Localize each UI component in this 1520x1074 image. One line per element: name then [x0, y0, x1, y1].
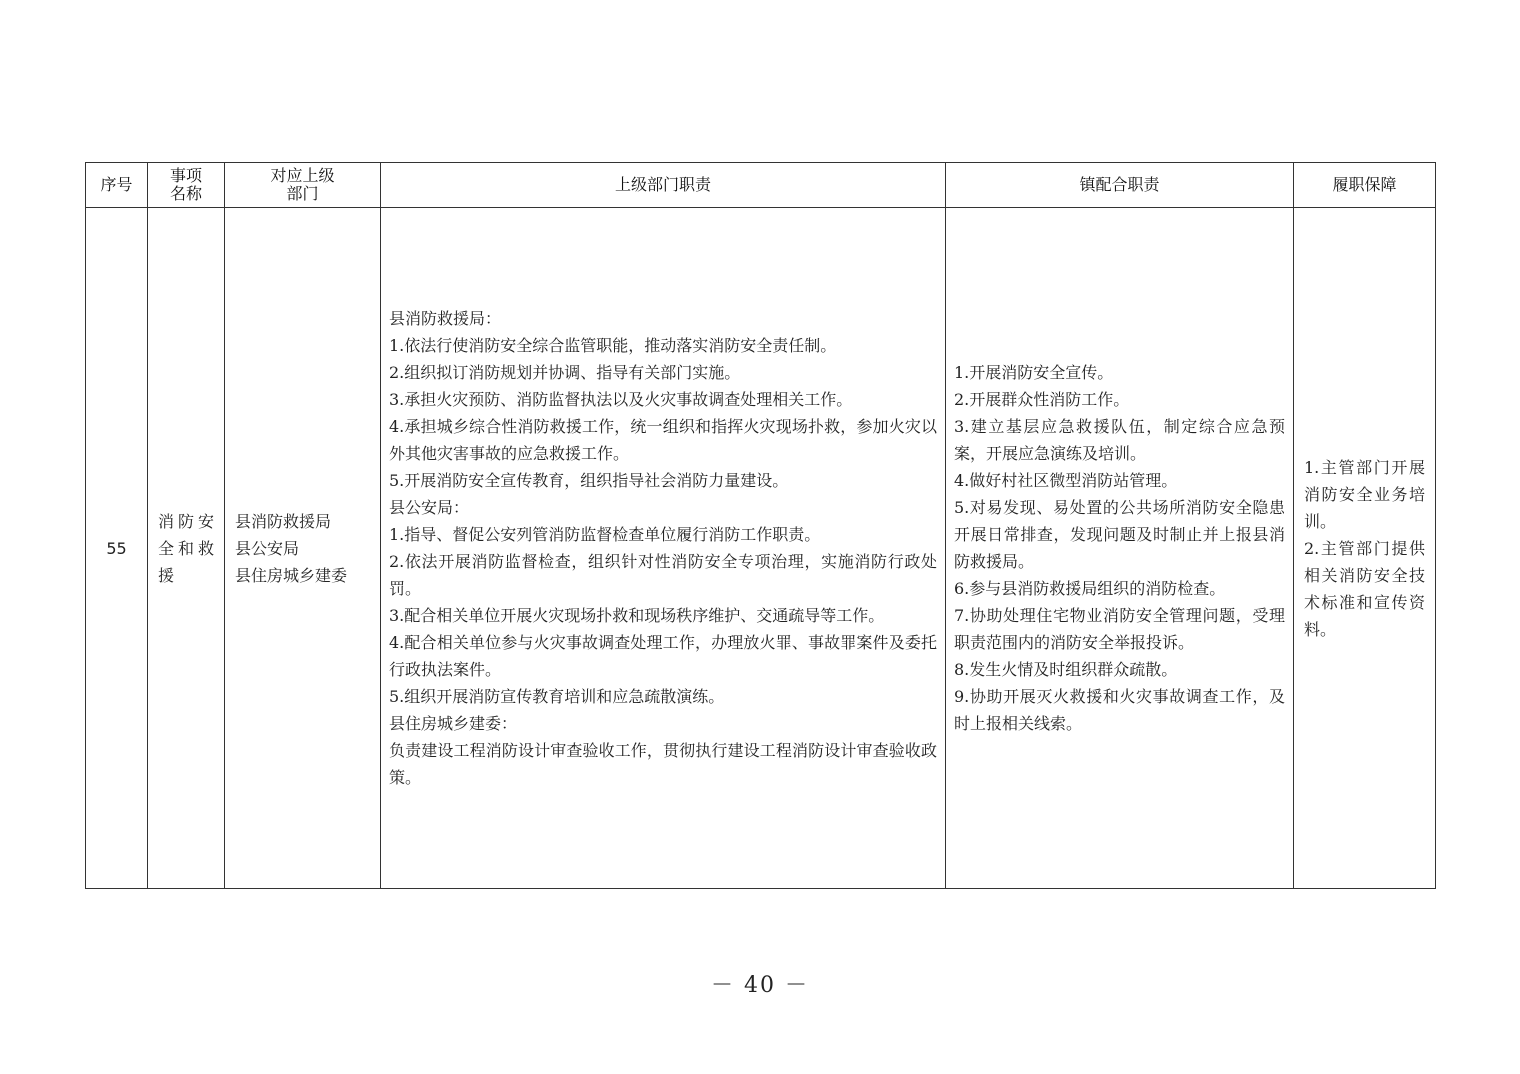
row-town-duties [946, 208, 1294, 889]
superior-dept-line: 县消防救援局 [235, 511, 332, 531]
superior-dept-line: 县公安局 [235, 538, 300, 558]
superior-dept-line: 县住房城乡建委 [235, 565, 348, 585]
superior-duty-line: 5.组织开展消防宣传教育培训和应急疏散演练。 [389, 687, 725, 706]
town-duty-line: 3.建立基层应急救援队伍，制定综合应急预案，开展应急演练及培训。 [954, 417, 1285, 463]
superior-duty-line: 2.依法开展消防监督检查，组织针对性消防安全专项治理，实施消防行政处罚。 [389, 552, 937, 598]
town-duty-line: 7.协助处理住宅物业消防安全管理问题，受理职责范围内的消防安全举报投诉。 [954, 606, 1285, 652]
superior-duty-line: 2.组织拟订消防规划并协调、指导有关部门实施。 [389, 363, 741, 382]
duty-table [85, 162, 1436, 889]
superior-duty-line: 3.配合相关单位开展火灾现场扑救和现场秩序维护、交通疏导等工作。 [389, 606, 885, 625]
superior-duty-line: 负责建设工程消防设计审查验收工作，贯彻执行建设工程消防设计审查验收政策。 [389, 741, 937, 787]
superior-duty-line: 4.承担城乡综合性消防救援工作，统一组织和指挥火灾现场扑救，参加火灾以外其他灾害事故的应急救援工作。 [389, 417, 937, 463]
header-town-duties: 镇配合职责 [946, 163, 1294, 208]
table-row [86, 208, 1436, 889]
row-superior-duties [381, 208, 946, 889]
header-superior-dept-line: 部门 [286, 184, 319, 203]
superior-duty-line: 县住房城乡建委： [389, 714, 518, 733]
row-index: 55 [86, 208, 148, 889]
header-superior-dept-line: 对应上级 [270, 166, 335, 185]
town-duty-line: 8.发生火情及时组织群众疏散。 [954, 660, 1178, 679]
header-row [86, 163, 1436, 208]
header-item-name-line: 名称 [169, 184, 202, 203]
header-item-name [148, 163, 225, 208]
row-item-name: 消防安全和救援 [148, 208, 225, 889]
town-duty-line: 5.对易发现、易处置的公共场所消防安全隐患开展日常排查，发现问题及时制止并上报县消防救援局。 [954, 498, 1285, 571]
superior-duty-line: 3.承担火灾预防、消防监督执法以及火灾事故调查处理相关工作。 [389, 390, 853, 409]
header-guarantee: 履职保障 [1294, 163, 1436, 208]
town-duty-line: 4.做好村社区微型消防站管理。 [954, 471, 1178, 490]
town-duty-line: 2.开展群众性消防工作。 [954, 390, 1130, 409]
superior-duty-line: 县消防救援局： [389, 309, 502, 328]
page-number: － 40 － [711, 973, 809, 998]
town-duty-line: 6.参与县消防救援局组织的消防检查。 [954, 579, 1226, 598]
guarantee-line: 2.主管部门提供相关消防安全技术标准和宣传资料。 [1304, 538, 1425, 639]
superior-duty-line: 1.依法行使消防安全综合监管职能，推动落实消防安全责任制。 [389, 336, 837, 355]
header-superior-dept [225, 163, 381, 208]
header-superior-duties: 上级部门职责 [381, 163, 946, 208]
town-duty-line: 1.开展消防安全宣传。 [954, 363, 1114, 382]
row-guarantee [1294, 208, 1436, 889]
superior-duty-line: 4.配合相关单位参与火灾事故调查处理工作，办理放火罪、事故罪案件及委托行政执法案件。 [389, 633, 937, 679]
row-superior-depts [225, 208, 381, 889]
header-item-name-line: 事项 [169, 166, 202, 185]
superior-duty-line: 县公安局： [389, 498, 470, 517]
town-duty-line: 9.协助开展灭火救援和火灾事故调查工作，及时上报相关线索。 [954, 687, 1285, 733]
guarantee-line: 1.主管部门开展消防安全业务培训。 [1304, 457, 1425, 531]
superior-duty-line: 5.开展消防安全宣传教育，组织指导社会消防力量建设。 [389, 471, 789, 490]
superior-duty-line: 1.指导、督促公安列管消防监督检查单位履行消防工作职责。 [389, 525, 821, 544]
header-index: 序号 [86, 163, 148, 208]
